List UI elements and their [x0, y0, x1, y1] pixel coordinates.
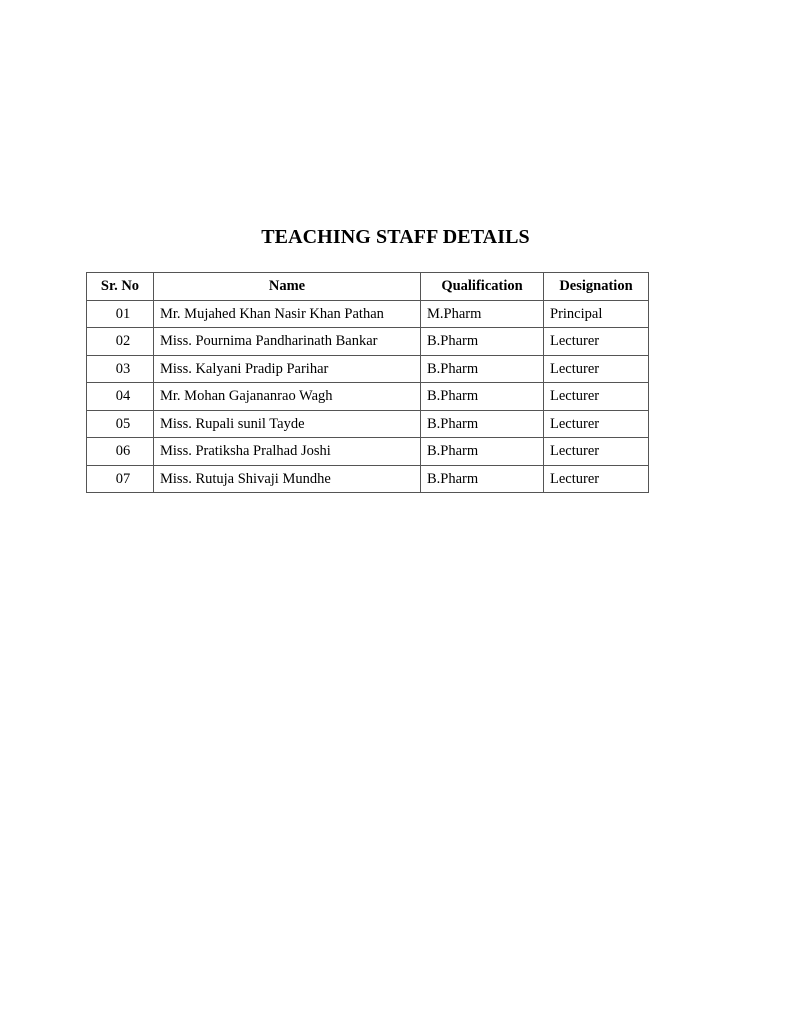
table-row [87, 410, 649, 438]
cell-srno: 03 [87, 355, 154, 383]
page-title: TEACHING STAFF DETAILS [261, 226, 530, 248]
header-designation: Designation [544, 273, 649, 301]
cell-name: Miss. Rutuja Shivaji Mundhe [154, 465, 421, 493]
table-row [87, 438, 649, 466]
table-row [87, 328, 649, 356]
table-body [87, 300, 649, 493]
cell-srno: 01 [87, 300, 154, 328]
cell-srno: 02 [87, 328, 154, 356]
cell-qualification: B.Pharm [421, 328, 544, 356]
cell-name: Mr. Mujahed Khan Nasir Khan Pathan [154, 300, 421, 328]
cell-designation: Lecturer [544, 355, 649, 383]
cell-designation: Lecturer [544, 438, 649, 466]
cell-name: Miss. Rupali sunil Tayde [154, 410, 421, 438]
cell-qualification: B.Pharm [421, 465, 544, 493]
table-header [87, 273, 649, 301]
cell-designation: Lecturer [544, 410, 649, 438]
cell-designation: Lecturer [544, 328, 649, 356]
cell-designation: Lecturer [544, 383, 649, 411]
cell-qualification: B.Pharm [421, 410, 544, 438]
cell-qualification: B.Pharm [421, 438, 544, 466]
cell-name: Miss. Pratiksha Pralhad Joshi [154, 438, 421, 466]
cell-srno: 07 [87, 465, 154, 493]
cell-designation: Lecturer [544, 465, 649, 493]
table-row [87, 465, 649, 493]
staff-table [86, 272, 649, 493]
cell-srno: 06 [87, 438, 154, 466]
cell-qualification: B.Pharm [421, 355, 544, 383]
table-row [87, 300, 649, 328]
table-row [87, 383, 649, 411]
cell-srno: 04 [87, 383, 154, 411]
cell-name: Miss. Pournima Pandharinath Bankar [154, 328, 421, 356]
header-qualification: Qualification [421, 273, 544, 301]
header-name: Name [154, 273, 421, 301]
cell-name: Miss. Kalyani Pradip Parihar [154, 355, 421, 383]
cell-designation: Principal [544, 300, 649, 328]
table-header-row [87, 273, 649, 301]
cell-qualification: M.Pharm [421, 300, 544, 328]
cell-srno: 05 [87, 410, 154, 438]
header-srno: Sr. No [87, 273, 154, 301]
cell-name: Mr. Mohan Gajananrao Wagh [154, 383, 421, 411]
table-row [87, 355, 649, 383]
cell-qualification: B.Pharm [421, 383, 544, 411]
